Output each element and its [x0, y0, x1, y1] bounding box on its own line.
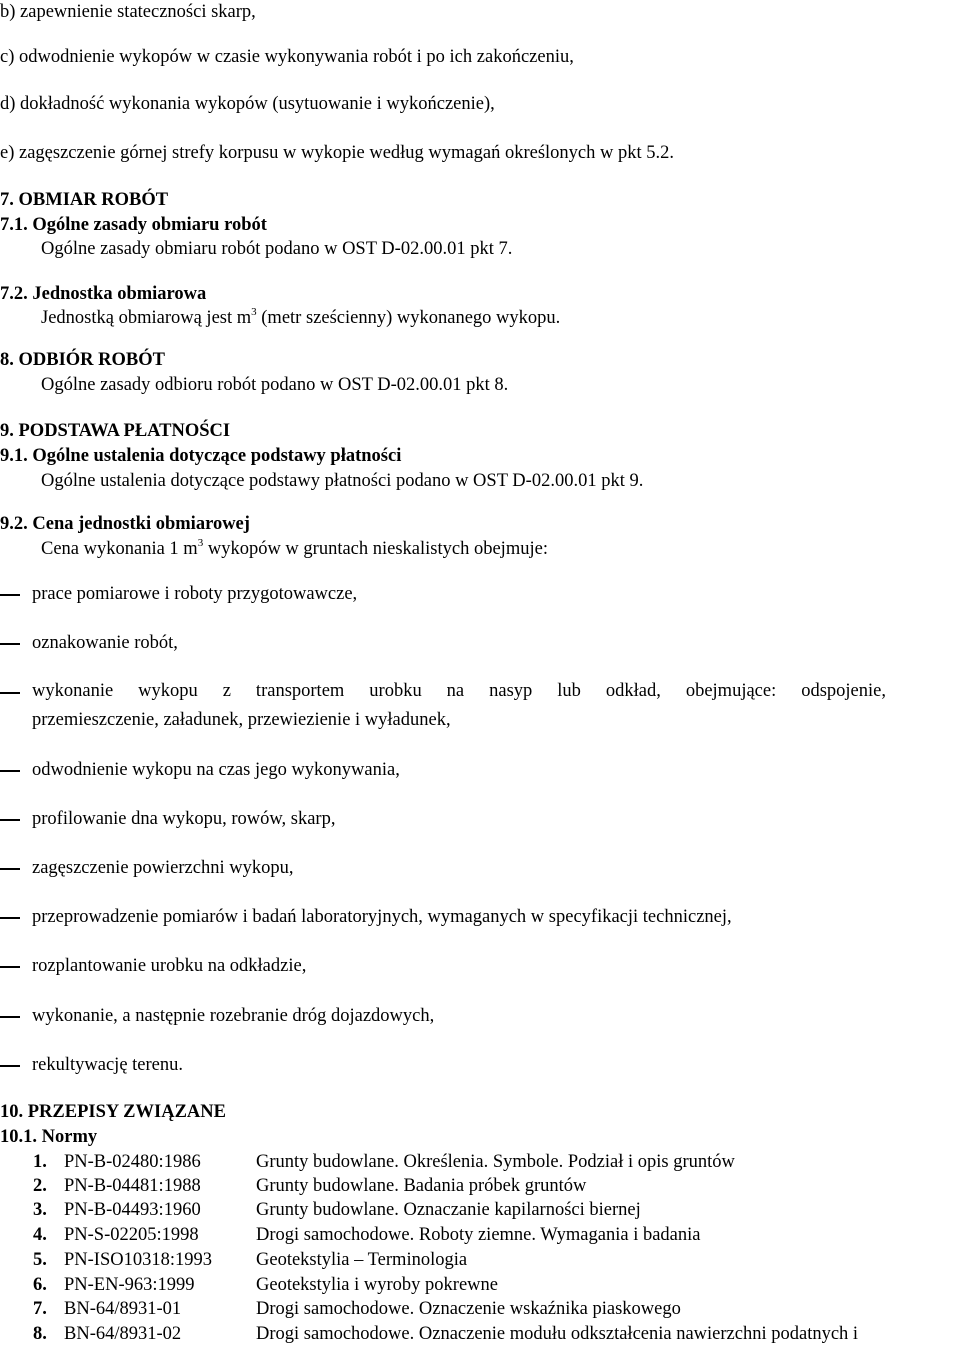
list-item: zagęszczenie powierzchni wykopu, — [32, 858, 294, 878]
norm-number: 4. — [33, 1225, 47, 1245]
section-7-2-heading: 7.2. Jednostka obmiarowa — [0, 284, 207, 304]
list-item: rozplantowanie urobku na odkładzie, — [32, 956, 307, 976]
list-item: prace pomiarowe i roboty przygotowawcze, — [32, 584, 358, 604]
norm-code: BN-64/8931-01 — [64, 1299, 182, 1319]
norm-code: PN-ISO10318:1993 — [64, 1250, 213, 1270]
norm-description: Grunty budowlane. Określenia. Symbole. Podział i opis gruntów — [256, 1152, 735, 1172]
list-item-continuation: przemieszczenie, załadunek, przewiezienie i wyładunek, — [32, 710, 451, 730]
section-10-heading: 10. PRZEPISY ZWIĄZANE — [0, 1102, 226, 1122]
list-item-c: c) odwodnienie wykopów w czasie wykonywania robót i po ich zakończeniu, — [0, 47, 574, 67]
norm-number: 8. — [33, 1324, 47, 1344]
dash-bullet — [0, 692, 20, 694]
list-item: odwodnienie wykopu na czas jego wykonywania, — [32, 760, 400, 780]
list-item: oznakowanie robót, — [32, 633, 178, 653]
norm-code: PN-S-02205:1998 — [64, 1225, 199, 1245]
dash-bullet — [0, 1016, 20, 1018]
norm-description: Geotekstylia – Terminologia — [256, 1250, 468, 1270]
section-7-2-text: Jednostką obmiarową jest $m^3$ (metr sześcienny) wykonanego wykopu. — [41, 306, 561, 328]
list-item: wykonanie, a następnie rozebranie dróg dojazdowych, — [32, 1006, 435, 1026]
norm-number: 7. — [33, 1299, 47, 1319]
norm-code: PN-B-04481:1988 — [64, 1176, 201, 1196]
dash-bullet — [0, 594, 20, 596]
norm-description: Grunty budowlane. Badania próbek gruntów — [256, 1176, 587, 1196]
section-9-heading: 9. PODSTAWA PŁATNOŚCI — [0, 421, 231, 441]
norm-description: Geotekstylia i wyroby pokrewne — [256, 1275, 498, 1295]
dash-bullet — [0, 966, 20, 968]
norm-description: Drogi samochodowe. Oznaczenie wskaźnika piaskowego — [256, 1299, 681, 1319]
section-9-1-text: Ogólne ustalenia dotyczące podstawy płatności podano w OST D-02.00.01 pkt 9. — [41, 471, 644, 491]
dash-bullet — [0, 819, 20, 821]
section-9-2-text: Cena wykonania 1 $m^3$ wykopów w gruntach nieskalistych obejmuje: — [41, 537, 548, 559]
norm-number: 3. — [33, 1200, 47, 1220]
norm-code: PN-EN-963:1999 — [64, 1275, 195, 1295]
section-9-2-heading: 9.2. Cena jednostki obmiarowej — [0, 514, 250, 534]
list-item-b: b) zapewnienie stateczności skarp, — [0, 2, 256, 22]
section-9-1-heading: 9.1. Ogólne ustalenia dotyczące podstawy płatności — [0, 446, 402, 466]
section-10-1-heading: 10.1. Normy — [0, 1127, 98, 1147]
norm-description: Drogi samochodowe. Oznaczenie modułu odkształcenia nawierzchni podatnych i — [256, 1324, 859, 1344]
section-7-1-text: Ogólne zasady obmiaru robót podano w OST D-02.00.01 pkt 7. — [41, 239, 513, 259]
list-item: wykonanie wykopu z transportem urobku na nasyp lub odkład, obejmujące: odspojenie, — [32, 681, 886, 701]
list-item: profilowanie dna wykopu, rowów, skarp, — [32, 809, 336, 829]
list-item: przeprowadzenie pomiarów i badań laboratoryjnych, wymaganych w specyfikacji technicznej, — [32, 907, 732, 927]
norm-number: 5. — [33, 1250, 47, 1270]
norm-description: Grunty budowlane. Oznaczanie kapilarności biernej — [256, 1200, 641, 1220]
dash-bullet — [0, 1065, 20, 1067]
section-7-1-heading: 7.1. Ogólne zasady obmiaru robót — [0, 215, 267, 235]
section-8-heading: 8. ODBIÓR ROBÓT — [0, 350, 165, 370]
norm-code: PN-B-04493:1960 — [64, 1200, 201, 1220]
section-8-text: Ogólne zasady odbioru robót podano w OST D-02.00.01 pkt 8. — [41, 375, 509, 395]
norm-description: Drogi samochodowe. Roboty ziemne. Wymagania i badania — [256, 1225, 701, 1245]
dash-bullet — [0, 643, 20, 645]
dash-bullet — [0, 868, 20, 870]
dash-bullet — [0, 770, 20, 772]
list-item-d: d) dokładność wykonania wykopów (usytuowanie i wykończenie), — [0, 94, 495, 114]
norm-code: PN-B-02480:1986 — [64, 1152, 201, 1172]
norm-code: BN-64/8931-02 — [64, 1324, 182, 1344]
section-7-heading: 7. OBMIAR ROBÓT — [0, 190, 169, 210]
norm-number: 1. — [33, 1152, 47, 1172]
norm-number: 2. — [33, 1176, 47, 1196]
dash-bullet — [0, 917, 20, 919]
list-item-e: e) zagęszczenie górnej strefy korpusu w wykopie według wymagań określonych w pkt 5.2. — [0, 143, 675, 163]
list-item: rekultywację terenu. — [32, 1055, 184, 1075]
norm-number: 6. — [33, 1275, 47, 1295]
